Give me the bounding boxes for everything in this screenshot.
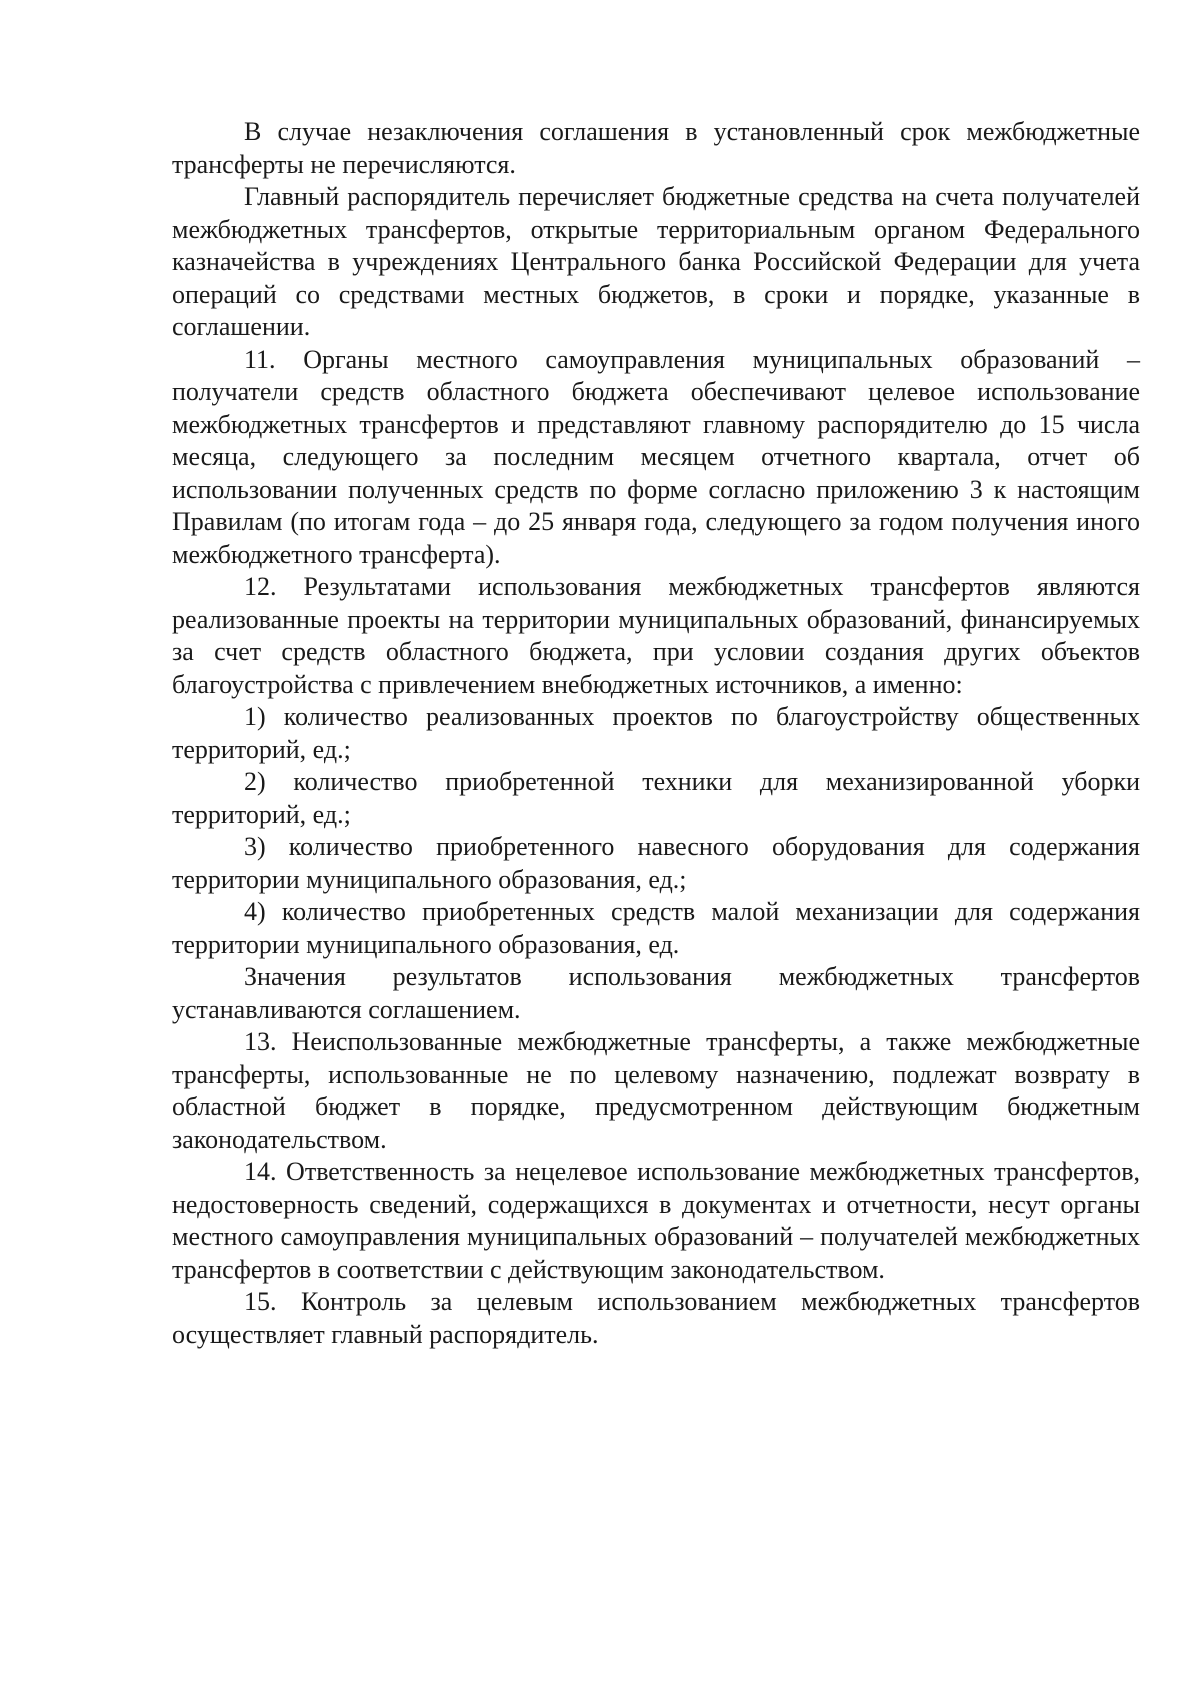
paragraph-13-unused-transfers: 13. Неиспользованные межбюджетные трансферты, а также межбюджетные трансферты, использованные не по целевому назначению, подлежат возврату в областной бюджет в порядке, предусмотренном действующим бюджетным законодательством. — [172, 1027, 1140, 1154]
document-body — [172, 116, 1140, 1351]
paragraph-12-results: 12. Результатами использования межбюджетных трансфертов являются реализованные проекты на территории муниципальных образований, финансируемых за счет средств областного бюджета, при условии создания других объектов благоустройства с привлечением внебюджетных источников, а именно: — [172, 572, 1140, 699]
paragraph-11-reporting: 11. Органы местного самоуправления муниципальных образований – получатели средств областного бюджета обеспечивают целевое использование межбюджетных трансфертов и представляют главному распорядителю до 15 числа месяца, следующего за последним месяцем отчетного квартала, отчет об использовании полученных средств по форме согласно приложению 3 к настоящим Правилам (по итогам года – до 25 января года, следующего за годом получения иного межбюджетного трансферта). — [172, 344, 1140, 569]
list-item-1-projects: 1) количество реализованных проектов по благоустройству общественных территорий, ед.; — [172, 702, 1140, 764]
paragraph-agreement-not-concluded: В случае незаключения соглашения в установленный срок межбюджетные трансферты не перечисляются. — [172, 117, 1140, 179]
paragraph-14-responsibility: 14. Ответственность за нецелевое использование межбюджетных трансфертов, недостоверность сведений, содержащихся в документах и отчетности, несут органы местного самоуправления муниципальных образований – получателей межбюджетных трансфертов в соответствии с действующим законодательством. — [172, 1157, 1140, 1284]
list-item-3-equipment: 3) количество приобретенного навесного оборудования для содержания территории муниципального образования, ед.; — [172, 832, 1140, 894]
paragraph-15-control: 15. Контроль за целевым использованием межбюджетных трансфертов осуществляет главный распорядитель. — [172, 1287, 1140, 1349]
list-item-2-machinery: 2) количество приобретенной техники для механизированной уборки территорий, ед.; — [172, 767, 1140, 829]
list-item-4-small-mechanization: 4) количество приобретенных средств малой механизации для содержания территории муниципального образования, ед. — [172, 897, 1140, 959]
paragraph-result-values: Значения результатов использования межбюджетных трансфертов устанавливаются соглашением. — [172, 962, 1140, 1024]
paragraph-funds-transfer: Главный распорядитель перечисляет бюджетные средства на счета получателей межбюджетных трансфертов, открытые территориальным органом Федерального казначейства в учреждениях Центрального банка Российской Федерации для учета операций со средствами местных бюджетов, в сроки и порядке, указанные в соглашении. — [172, 182, 1140, 341]
